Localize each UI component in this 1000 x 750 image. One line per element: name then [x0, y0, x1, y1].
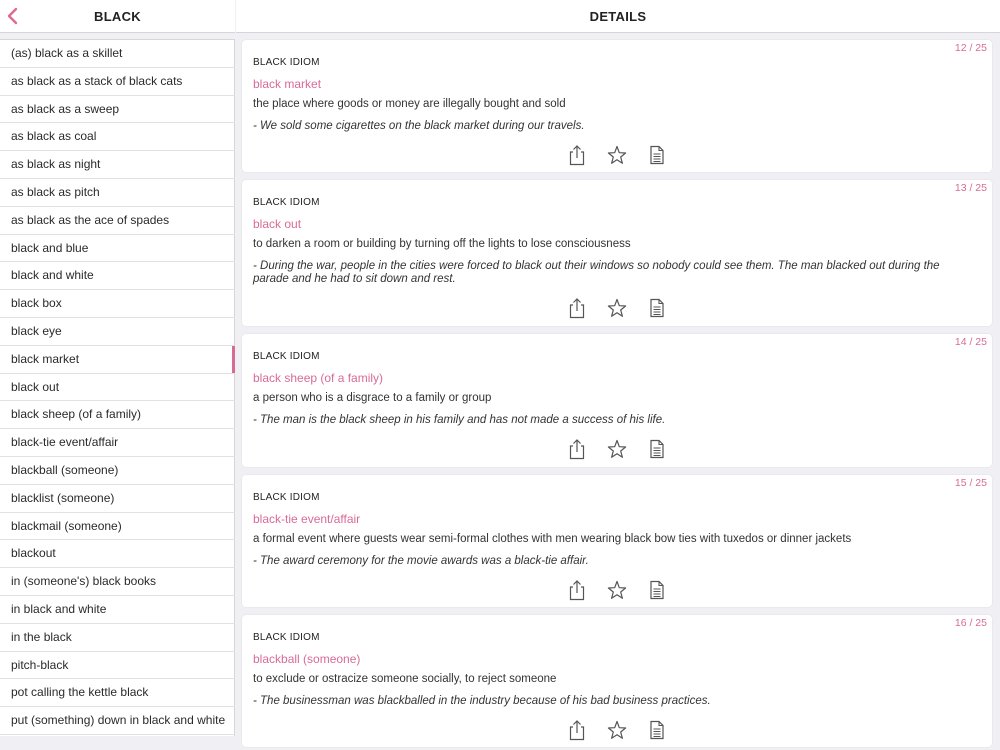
note-button[interactable] — [647, 438, 667, 460]
document-icon — [647, 719, 667, 741]
list-item[interactable]: black eye — [0, 318, 235, 346]
document-icon — [647, 297, 667, 319]
list-item[interactable]: in the black — [0, 624, 235, 652]
card-definition: the place where goods or money are illegally bought and sold — [253, 98, 566, 110]
share-icon — [567, 144, 587, 166]
list-item[interactable]: as black as night — [0, 151, 235, 179]
note-button[interactable] — [647, 579, 667, 601]
card-counter: 13 / 25 — [954, 182, 987, 194]
card-definition: a formal event where guests wear semi-formal clothes with men wearing black bow ties with tuxedos or dinner jackets — [253, 533, 852, 545]
card-term: black-tie event/affair — [253, 512, 361, 526]
note-button[interactable] — [647, 144, 667, 166]
favorite-button[interactable] — [607, 144, 627, 166]
note-button[interactable] — [647, 719, 667, 741]
list-item[interactable]: blackball (someone) — [0, 457, 235, 485]
idiom-card — [242, 615, 992, 747]
card-actions — [567, 579, 667, 601]
card-category: BLACK IDIOM — [253, 632, 320, 643]
card-category: BLACK IDIOM — [253, 197, 320, 208]
card-term: black out — [253, 217, 302, 231]
list-item[interactable]: as black as pitch — [0, 179, 235, 207]
card-actions — [567, 438, 667, 460]
list-item[interactable]: (as) black as a skillet — [0, 40, 235, 68]
card-example: - We sold some cigarettes on the black market during our travels. — [253, 120, 585, 132]
card-example: - During the war, people in the cities were forced to black out their windows so nobody could see them. The man blacked out during the parade and he had to sit down and rest. — [253, 260, 940, 285]
list-item[interactable]: blackmail (someone) — [0, 513, 235, 541]
document-icon — [647, 438, 667, 460]
list-item[interactable]: pot calling the kettle black — [0, 679, 235, 707]
card-actions — [567, 297, 667, 319]
favorite-button[interactable] — [607, 297, 627, 319]
list-header — [0, 0, 235, 33]
card-actions — [567, 719, 667, 741]
list-item[interactable]: black and white — [0, 262, 235, 290]
share-button[interactable] — [567, 579, 587, 601]
card-example: - The man is the black sheep in his family and has not made a success of his life. — [253, 414, 666, 426]
star-icon — [607, 579, 627, 601]
card-category: BLACK IDIOM — [253, 351, 320, 362]
card-actions — [567, 144, 667, 166]
share-button[interactable] — [567, 297, 587, 319]
card-counter: 14 / 25 — [954, 336, 987, 348]
list-spacer — [0, 33, 235, 40]
list-item[interactable]: black and blue — [0, 235, 235, 263]
share-button[interactable] — [567, 438, 587, 460]
list-item[interactable]: pitch-black — [0, 652, 235, 680]
idiom-card — [242, 180, 992, 326]
idiom-card — [242, 334, 992, 467]
card-term: black market — [253, 77, 322, 91]
card-definition: to darken a room or building by turning off the lights to lose consciousness — [253, 238, 631, 250]
star-icon — [607, 297, 627, 319]
details-header — [236, 0, 1000, 33]
card-term: blackball (someone) — [253, 652, 361, 666]
chevron-left-icon — [4, 5, 26, 27]
idiom-list — [0, 40, 235, 735]
favorite-button[interactable] — [607, 438, 627, 460]
list-item[interactable]: in (someone's) black books — [0, 568, 235, 596]
share-icon — [567, 579, 587, 601]
idiom-card — [242, 475, 992, 607]
list-item[interactable]: black out — [0, 374, 235, 402]
list-footer — [0, 736, 235, 750]
share-icon — [567, 297, 587, 319]
share-icon — [567, 438, 587, 460]
note-button[interactable] — [647, 297, 667, 319]
back-button[interactable] — [4, 5, 26, 27]
document-icon — [647, 579, 667, 601]
list-item[interactable]: put (something) down in black and white — [0, 707, 235, 735]
idiom-list-panel — [0, 0, 235, 750]
star-icon — [607, 719, 627, 741]
favorite-button[interactable] — [607, 719, 627, 741]
card-example: - The businessman was blackballed in the industry because of his bad business practices. — [253, 695, 711, 707]
card-counter: 12 / 25 — [954, 42, 987, 54]
share-button[interactable] — [567, 144, 587, 166]
list-item[interactable]: in black and white — [0, 596, 235, 624]
card-category: BLACK IDIOM — [253, 57, 320, 68]
list-title: BLACK — [94, 9, 141, 24]
list-item[interactable]: as black as a sweep — [0, 96, 235, 124]
card-category: BLACK IDIOM — [253, 492, 320, 503]
list-item[interactable]: black market — [0, 346, 235, 374]
list-item[interactable]: as black as coal — [0, 123, 235, 151]
card-definition: a person who is a disgrace to a family or group — [253, 392, 492, 404]
list-item[interactable]: black-tie event/affair — [0, 429, 235, 457]
star-icon — [607, 144, 627, 166]
document-icon — [647, 144, 667, 166]
card-term: black sheep (of a family) — [253, 371, 384, 385]
card-counter: 16 / 25 — [954, 617, 987, 629]
list-item[interactable]: as black as a stack of black cats — [0, 68, 235, 96]
card-definition: to exclude or ostracize someone socially, to reject someone — [253, 673, 557, 685]
card-example: - The award ceremony for the movie awards was a black-tie affair. — [253, 555, 589, 567]
favorite-button[interactable] — [607, 579, 627, 601]
share-icon — [567, 719, 587, 741]
card-counter: 15 / 25 — [954, 477, 987, 489]
list-item[interactable]: black box — [0, 290, 235, 318]
list-item[interactable]: black sheep (of a family) — [0, 401, 235, 429]
list-item[interactable]: blackout — [0, 540, 235, 568]
share-button[interactable] — [567, 719, 587, 741]
list-item[interactable]: as black as the ace of spades — [0, 207, 235, 235]
star-icon — [607, 438, 627, 460]
list-item[interactable]: blacklist (someone) — [0, 485, 235, 513]
idiom-card — [242, 40, 992, 172]
details-title: DETAILS — [589, 9, 647, 24]
